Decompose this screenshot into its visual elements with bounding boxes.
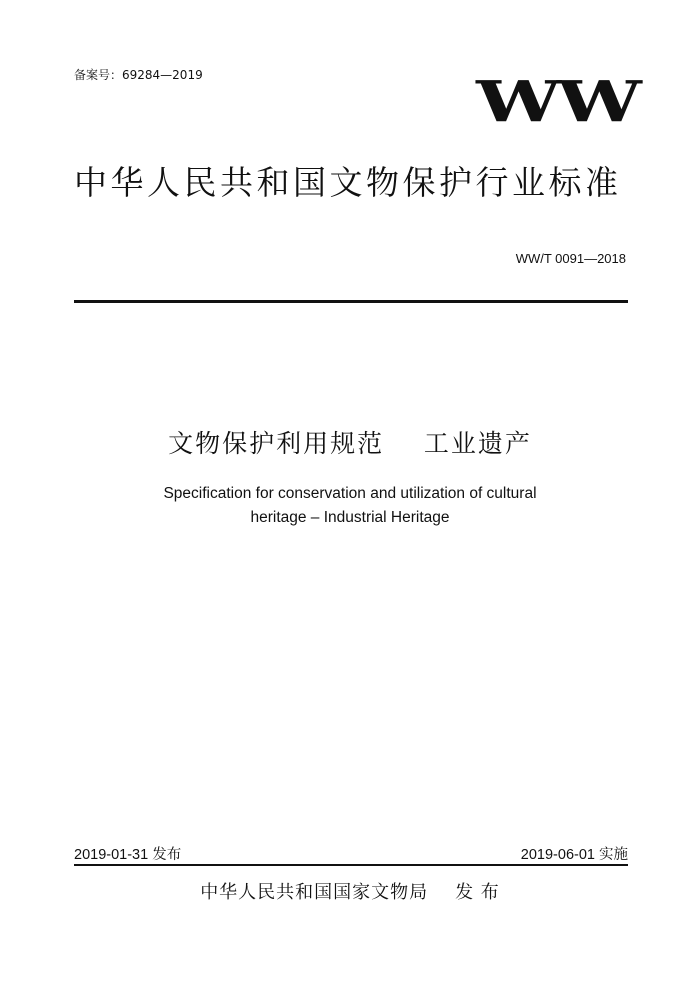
standard-category-title: 中华人民共和国文物保护行业标准: [74, 163, 622, 202]
issuing-authority: 中华人民共和国国家文物局 发 布: [200, 882, 500, 903]
standard-code: WW/T 0091—2018: [515, 251, 626, 266]
bottom-divider: [74, 864, 628, 866]
document-title-en-line2: heritage – Industrial Heritage: [250, 509, 450, 526]
document-title-cn: 文物保护利用规范 工业遗产: [168, 429, 532, 458]
document-title-en: [0, 482, 700, 530]
document-title-en-line1: Specification for conservation and utilization of cultural: [163, 485, 537, 502]
standard-logo: WW: [476, 69, 638, 135]
top-divider: [74, 300, 628, 303]
effective-date: 2019-06-01 实施: [520, 847, 628, 863]
filing-number: 备案号：69284—2019: [74, 68, 203, 82]
release-date: 2019-01-31 发布: [74, 847, 182, 863]
